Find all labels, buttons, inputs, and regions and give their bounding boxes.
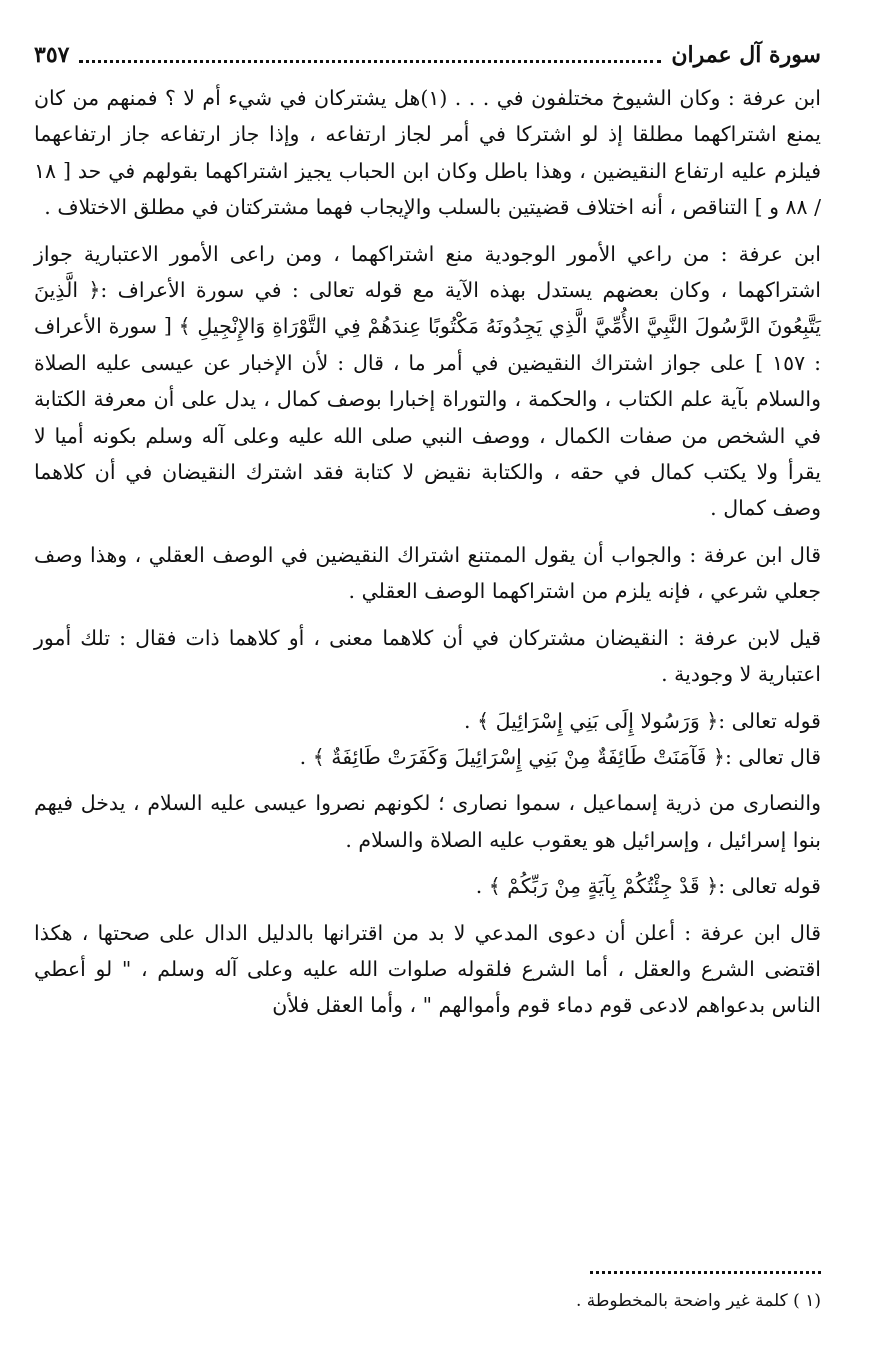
main-text — [34, 80, 821, 1024]
paragraph-3: قال ابن عرفة : والجواب أن يقول الممتنع اشتراك النقيضين في الوصف العقلي ، وهذا وصف جعلي شرعي ، فإنه يلزم من اشتراكهما الوصف العقلي . — [34, 542, 821, 604]
paragraph-2: ابن عرفة : من راعي الأمور الوجودية منع اشتراكهما ، ومن راعى الأمور الاعتبارية جواز اشتراكهما ، وكان بعضهم يستدل بهذه الآية مع قوله تعالى : في سورة الأعراف :﴿ الَّذِينَ يَتَّبِعُونَ الرَّسُولَ النَّبِيَّ الأُمِّيَّ الَّذِي يَجِدُونَهُ مَكْتُوبًا عِندَهُمْ فِي التَّوْرَاةِ وَالإِنْجِيلِ ﴾ [ سورة الأعراف : ١٥٧ ] على جواز اشتراك النقيضين في أمر ما ، قال : لأن الإخبار عن عيسى عليه الصلاة والسلام بآية علم الكتاب ، والحكمة ، والتوراة إخبارا بوصف كمال ، يدل على أن معرفة الكتابة في الشخص من صفات الكمال ، ووصف النبي صلى الله عليه وعلى آله وسلم بكونه أميا لا يقرأ ولا يكتب كمال في حقه ، والكتابة نقيض لا كتابة فقد اشترك النقيضان في أن كلاهما وصف كمال . — [34, 241, 821, 521]
running-header — [34, 38, 821, 72]
header-dotted-leader — [79, 60, 661, 63]
paragraph-5: قوله تعالى :﴿ وَرَسُولا إِلَى بَنِي إِسْرَائِيلَ ﴾ . — [464, 708, 821, 733]
paragraph-7: والنصارى من ذرية إسماعيل ، سموا نصارى ؛ لكونهم نصروا عيسى عليه السلام ، يدخل فيهم بنوا إسرائيل ، وإسرائيل هو يعقوب عليه الصلاة والسلام . — [34, 791, 821, 852]
paragraph-4: قيل لابن عرفة : النقيضان مشتركان في أن كلاهما معنى ، أو كلاهما ذات فقال : تلك أمور اعتبارية لا وجودية . — [34, 625, 821, 687]
footnote-separator — [590, 1271, 821, 1274]
paragraph-8: قوله تعالى :﴿ قَدْ جِئْتُكُمْ بِآيَةٍ مِنْ رَبِّكُمْ ﴾ . — [475, 874, 821, 899]
surah-title: سورة آل عمران — [671, 42, 821, 68]
footnote: (١ ) كلمة غير واضحة بالمخطوطة . — [575, 1291, 821, 1311]
paragraph-9: قال ابن عرفة : أعلن أن دعوى المدعي لا بد من اقترانها بالدليل الدال على صحتها ، هكذا اقتضى الشرع والعقل ، أما الشرع فلقوله صلوات الله عليه وعلى آله وسلم ، " لو أعطي الناس بدعواهم لادعى قوم دماء قوم وأموالهم " ، وأما العقل فلأن — [34, 920, 821, 1018]
paragraph-6: قال تعالى :﴿ فَآمَنَتْ طَائِفَةٌ مِنْ بَنِي إِسْرَائِيلَ وَكَفَرَتْ طَائِفَةٌ ﴾ . — [299, 744, 821, 769]
paragraph-1: ابن عرفة : وكان الشيوخ مختلفون في . . . (١)هل يشتركان في شيء أم لا ؟ فمنهم من كان يمنع اشتراكهما مطلقا إذ لو اشتركا في أمر لجاز ارتفاعه ، وإذا جاز ارتفاعه جاز ارتفاعهما فيلزم عليه ارتفاع النقيضين ، وهذا باطل وكان ابن الحباب يجيز اشتراكهما بقولهم في حد [ ١٨ / ٨٨ و ] التناقص ، أنه اختلاف قضيتين بالسلب والإيجاب فهما مشتركتان في مطلق الاختلاف . — [34, 86, 821, 220]
page-number: ٣٥٧ — [34, 42, 70, 68]
